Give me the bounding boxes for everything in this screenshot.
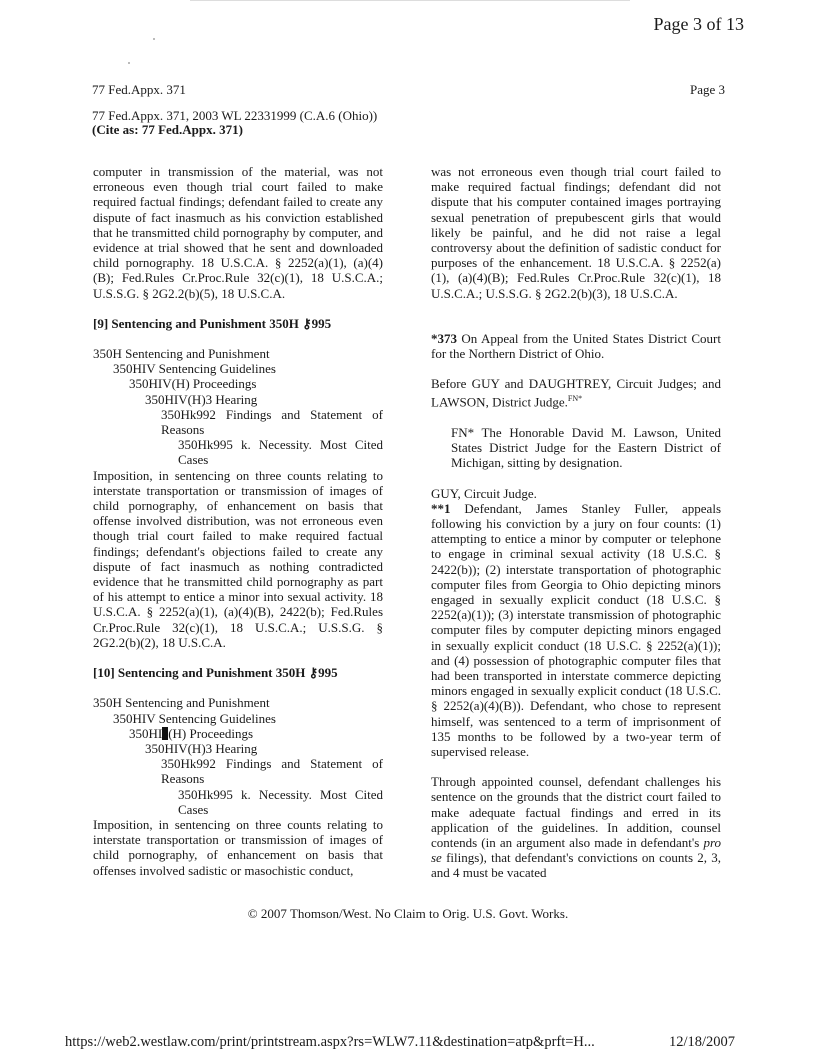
headnote-10-text: Imposition, in sentencing on three counts relating to interstate transportation or transmission of images of child pornography, of enhancement on basis that offenses involved sadistic or masochistic conduct, <box>93 816 383 878</box>
main-text: Defendant, James Stanley Fuller, appeals following his conviction by a jury on four counts: (1) attempting to entice a minor by computer or telephone to engage in criminal sexual activity (18 U.S.C. § 2422(b)); (2) interstate transportation of photographic computer files from Georgia to Ohio depicting minors engaged in sexually explicit conduct (18 U.S.C. § 2252(a)(1)); (3) interstate transmission of photographic computer files by computer depicting minors engaged in sexually explicit conduct (18 U.S.C. § 2252(a)(1)); and (4) possession of photographic computer files that had been transported in interstate commerce depicting minors engaged in sexually explicit conduct (18 U.S.C. § 2252(a)(4)(B)). Defendant, who chose to represent himself, was sentenced to a term of imprisonment of 135 months to be followed by a two-year term of supervised release. <box>431 500 722 760</box>
last-text-b: filings), that defendant's convictions on counts 2, 3, and 4 must be vacated <box>431 850 722 881</box>
headnote-10-key: 995 <box>318 665 338 681</box>
headnote-9-key: 995 <box>311 315 332 331</box>
last-text-a: Through appointed counsel, defendant challenges his sentence on the grounds that the district court failed to make adequate factual findings and erred in its application of the guidelines. In addition, counsel contends (in an argument also made in defendant's <box>431 774 721 851</box>
key-number-icon: ⚷ <box>308 665 319 681</box>
citation: 77 Fed.Appx. 371 <box>92 82 186 97</box>
keyline: 350H Sentencing and Punishment <box>93 695 270 711</box>
print-date: 12/18/2007 <box>669 1034 736 1050</box>
keyline: 350HIV Sentencing Guidelines <box>113 710 276 726</box>
headnote-9-text: Imposition, in sentencing on three counts relating to interstate transportation or transmission of images of child pornography, of enhancement on basis that offense involved distribution, was not erroneous even though trial court failed to make required factual findings; defendant's objections failed to create any dispute of fact inasmuch as nothing contradicted evidence that he transmitted child pornography as part of his attempt to entice a minor into sexual activity. 18 U.S.C.A. § 2252(a)(1), (a)(4)(B), 2422(b); Fed.Rules Cr.Proc.Rule 32(c)(1), 18 U.S.C.A.; U.S.S.G. § 2G2.2(b)(2), 18 U.S.C.A. <box>93 467 383 650</box>
keyline-part: 350HI <box>129 725 163 741</box>
footnote-ref[interactable]: FN* <box>567 394 583 404</box>
appeal-text: On Appeal from the United States District Court for the Northern District of Ohio. <box>431 330 722 362</box>
keyline: 350H Sentencing and Punishment <box>93 346 270 362</box>
right-paragraph-1: was not erroneous even though trial court failed to make required factual findings; defendant did not dispute that his computer contained images portraying sexual penetration of prepubescent girls that would likely be painful, and he did not raise a legal controversy about the definition of sadistic conduct for purposes of the enhancement. 18 U.S.C.A. § 2252(a)(1), (a)(4)(B); Fed.Rules Cr.Proc.Rule 32(c)(1), 18 U.S.C.A.; U.S.S.G. § 2G2.2(b)(3), 18 U.S.C.A. <box>431 164 721 301</box>
left-column <box>93 164 383 878</box>
last-paragraph <box>431 774 721 880</box>
keyline: 350HIV(H) Proceedings <box>129 376 257 392</box>
key-number-icon: ⚷ <box>302 315 312 331</box>
star-page: *373 <box>431 330 457 346</box>
headnote-10-heading <box>93 665 383 680</box>
keyline: 350Hk995 k. Necessity. Most Cited Cases <box>178 437 383 468</box>
appeal-paragraph <box>431 331 721 361</box>
full-citation: 77 Fed.Appx. 371, 2003 WL 22331999 (C.A.6 (Ohio)) <box>92 108 378 123</box>
page-count: Page 3 of 13 <box>653 14 744 34</box>
before-paragraph <box>431 376 721 410</box>
last-text-italic: pro se <box>431 835 722 866</box>
keyline-part: (H) Proceedings <box>168 725 254 741</box>
scan-speck <box>153 38 155 40</box>
cite-as: (Cite as: 77 Fed.Appx. 371) <box>92 122 243 137</box>
headnote-10-title: [10] Sentencing and Punishment 350H <box>93 665 306 681</box>
headnote-9-title: [9] Sentencing and Punishment 350H <box>93 315 299 331</box>
judge-line: GUY, Circuit Judge. <box>431 485 537 501</box>
keyline: 350HIV Sentencing Guidelines <box>113 361 276 377</box>
footnote: FN* The Honorable David M. Lawson, United States District Judge for the Eastern District of Michigan, sitting by designation. <box>451 424 721 471</box>
keyline: 350Hk995 k. Necessity. Most Cited Cases <box>178 786 383 817</box>
star-paragraph: **1 <box>431 500 451 516</box>
headnote-9-heading <box>93 316 383 331</box>
page-label: Page 3 <box>689 82 725 97</box>
scan-speck <box>128 62 130 64</box>
copyright-footer: © 2007 Thomson/West. No Claim to Orig. U.S. Govt. Works. <box>247 906 569 921</box>
left-paragraph-1: computer in transmission of the material, was not erroneous even though trial court failed to make required factual findings; defendant failed to create any dispute of fact inasmuch as his conviction established that he transmitted child pornography by computer, and evidence at trial showed that he sent and downloaded child pornography. 18 U.S.C.A. § 2252(a)(1), (a)(4)(B); Fed.Rules Cr.Proc.Rule 32(c)(1), 18 U.S.C.A.; U.S.S.G. § 2G2.2(b)(5), 18 U.S.C.A. <box>93 164 383 301</box>
keyline <box>93 726 383 741</box>
keyline: 350Hk992 Findings and Statement of Reasons <box>161 406 383 438</box>
right-column <box>431 164 721 881</box>
keyline: 350HIV(H)3 Hearing <box>145 391 258 407</box>
keyline: 350HIV(H)3 Hearing <box>145 740 258 756</box>
keyline: 350Hk992 Findings and Statement of Reasons <box>161 756 383 787</box>
print-url[interactable]: https://web2.westlaw.com/print/printstream.aspx?rs=WLW7.11&destination=atp&prft=H... <box>65 1034 595 1050</box>
main-paragraph <box>431 501 721 759</box>
top-edge-rule <box>190 0 630 2</box>
before-text: Before GUY and DAUGHTREY, Circuit Judges; and LAWSON, District Judge. <box>431 376 721 410</box>
